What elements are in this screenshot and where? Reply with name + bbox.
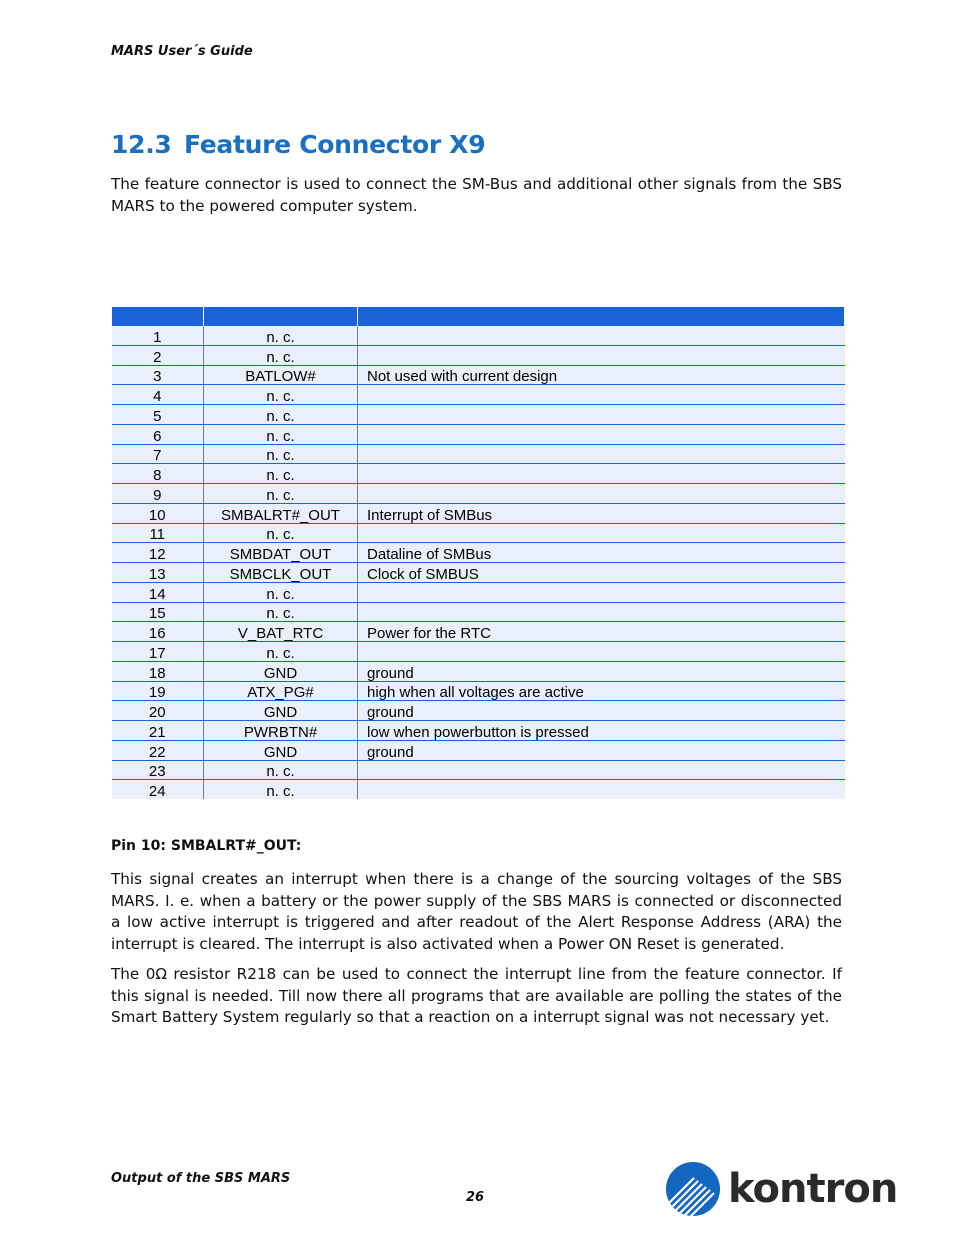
table-row	[112, 780, 845, 799]
table-row	[112, 385, 845, 405]
signal-name-cell: n. c.	[204, 582, 358, 602]
signal-name-cell: n. c.	[204, 326, 358, 345]
signal-name-cell: GND	[204, 661, 358, 681]
pin-number-cell: 16	[112, 622, 204, 642]
remark-cell: Interrupt of SMBus	[358, 503, 845, 523]
table-row	[112, 444, 845, 464]
pin-table-header-cell	[204, 307, 358, 326]
pin10-paragraph-1: This signal creates an interrupt when there is a change of the sourcing voltages of the SBS MARS. I. e. when a battery or the power supply of the SBS MARS is connected or disconnected a low active interrupt is triggered and after readout of the Alert Response Address (ARA) the interrupt is cleared. The interrupt is also activated when a Power ON Reset is generated.	[111, 870, 842, 953]
signal-name-cell: ATX_PG#	[204, 681, 358, 701]
table-row	[112, 503, 845, 523]
signal-name-cell: n. c.	[204, 642, 358, 662]
signal-name-cell: SMBALRT#_OUT	[204, 503, 358, 523]
signal-name-cell: PWRBTN#	[204, 721, 358, 741]
kontron-logo-text: kontron	[728, 1166, 898, 1212]
table-row	[112, 760, 845, 780]
pin-number-cell: 1	[112, 326, 204, 345]
pin-number-cell: 20	[112, 701, 204, 721]
signal-name-cell: SMBCLK_OUT	[204, 563, 358, 583]
table-row	[112, 365, 845, 385]
pin-table-header-cell	[112, 307, 204, 326]
pin-number-cell: 12	[112, 543, 204, 563]
remark-cell: Not used with current design	[358, 365, 845, 385]
remark-cell	[358, 780, 845, 799]
table-row	[112, 740, 845, 760]
table-row	[112, 721, 845, 741]
remark-cell: high when all voltages are active	[358, 681, 845, 701]
table-row	[112, 326, 845, 345]
remark-cell	[358, 642, 845, 662]
signal-name-cell: n. c.	[204, 405, 358, 425]
signal-name-cell: n. c.	[204, 345, 358, 365]
pin-number-cell: 21	[112, 721, 204, 741]
signal-name-cell: n. c.	[204, 385, 358, 405]
pin10-heading: Pin 10: SMBALRT#_OUT:	[111, 838, 302, 854]
pin-number-cell: 18	[112, 661, 204, 681]
pin-table	[111, 307, 845, 799]
remark-cell	[358, 385, 845, 405]
signal-name-cell: GND	[204, 701, 358, 721]
pin-table-header	[112, 307, 845, 326]
remark-cell: low when powerbutton is pressed	[358, 721, 845, 741]
pin-number-cell: 23	[112, 760, 204, 780]
pin-number-cell: 5	[112, 405, 204, 425]
pin-number-cell: 22	[112, 740, 204, 760]
signal-name-cell: BATLOW#	[204, 365, 358, 385]
table-row	[112, 622, 845, 642]
table-row	[112, 681, 845, 701]
table-row	[112, 543, 845, 563]
table-row	[112, 661, 845, 681]
table-row	[112, 582, 845, 602]
table-row	[112, 484, 845, 504]
remark-cell: ground	[358, 701, 845, 721]
kontron-logo	[664, 1160, 930, 1218]
pin-table-header-cell	[358, 307, 845, 326]
remark-cell	[358, 326, 845, 345]
pin-number-cell: 8	[112, 464, 204, 484]
pin-number-cell: 17	[112, 642, 204, 662]
pin-number-cell: 3	[112, 365, 204, 385]
signal-name-cell: n. c.	[204, 780, 358, 799]
signal-name-cell: SMBDAT_OUT	[204, 543, 358, 563]
signal-name-cell: n. c.	[204, 523, 358, 543]
remark-cell	[358, 464, 845, 484]
signal-name-cell: n. c.	[204, 602, 358, 622]
signal-name-cell: n. c.	[204, 760, 358, 780]
remark-cell	[358, 444, 845, 464]
section-heading	[111, 130, 485, 159]
pin-number-cell: 15	[112, 602, 204, 622]
pin-number-cell: 4	[112, 385, 204, 405]
section-number: 12.3	[111, 130, 172, 159]
pin-number-cell: 10	[112, 503, 204, 523]
running-header-title: MARS User´s Guide	[111, 44, 253, 59]
remark-cell	[358, 424, 845, 444]
table-row	[112, 345, 845, 365]
pin-number-cell: 11	[112, 523, 204, 543]
remark-cell: ground	[358, 740, 845, 760]
remark-cell	[358, 760, 845, 780]
pin-number-cell: 24	[112, 780, 204, 799]
remark-cell	[358, 602, 845, 622]
section-title: Feature Connector X9	[184, 130, 486, 159]
footer-title: Output of the SBS MARS	[111, 1171, 291, 1186]
pin-number-cell: 19	[112, 681, 204, 701]
kontron-logo-icon	[664, 1160, 722, 1218]
signal-name-cell: n. c.	[204, 464, 358, 484]
table-row	[112, 642, 845, 662]
table-row	[112, 523, 845, 543]
signal-name-cell: n. c.	[204, 444, 358, 464]
table-row	[112, 424, 845, 444]
remark-cell	[358, 523, 845, 543]
pin-number-cell: 14	[112, 582, 204, 602]
signal-name-cell: n. c.	[204, 424, 358, 444]
pin-number-cell: 13	[112, 563, 204, 583]
page-number: 26	[466, 1190, 485, 1205]
remark-cell	[358, 582, 845, 602]
remark-cell: Clock of SMBUS	[358, 563, 845, 583]
table-row	[112, 602, 845, 622]
pin-number-cell: 9	[112, 484, 204, 504]
pin10-paragraph-2: The 0Ω resistor R218 can be used to connect the interrupt line from the feature connector. If this signal is needed. Till now there all programs that are available are polling the states of the Smart Battery System regularly so that a reaction on a interrupt signal was not necessary yet.	[111, 965, 842, 1026]
section-intro: The feature connector is used to connect the SM-Bus and additional other signals from the SBS MARS to the powered computer system.	[111, 175, 842, 215]
remark-cell	[358, 345, 845, 365]
table-row	[112, 464, 845, 484]
table-row	[112, 563, 845, 583]
table-row	[112, 701, 845, 721]
pin-table-body	[112, 326, 845, 799]
pin-number-cell: 6	[112, 424, 204, 444]
pin-number-cell: 7	[112, 444, 204, 464]
remark-cell	[358, 405, 845, 425]
remark-cell: Dataline of SMBus	[358, 543, 845, 563]
signal-name-cell: V_BAT_RTC	[204, 622, 358, 642]
remark-cell	[358, 484, 845, 504]
signal-name-cell: n. c.	[204, 484, 358, 504]
table-row	[112, 405, 845, 425]
remark-cell: Power for the RTC	[358, 622, 845, 642]
pin-number-cell: 2	[112, 345, 204, 365]
remark-cell: ground	[358, 661, 845, 681]
signal-name-cell: GND	[204, 740, 358, 760]
